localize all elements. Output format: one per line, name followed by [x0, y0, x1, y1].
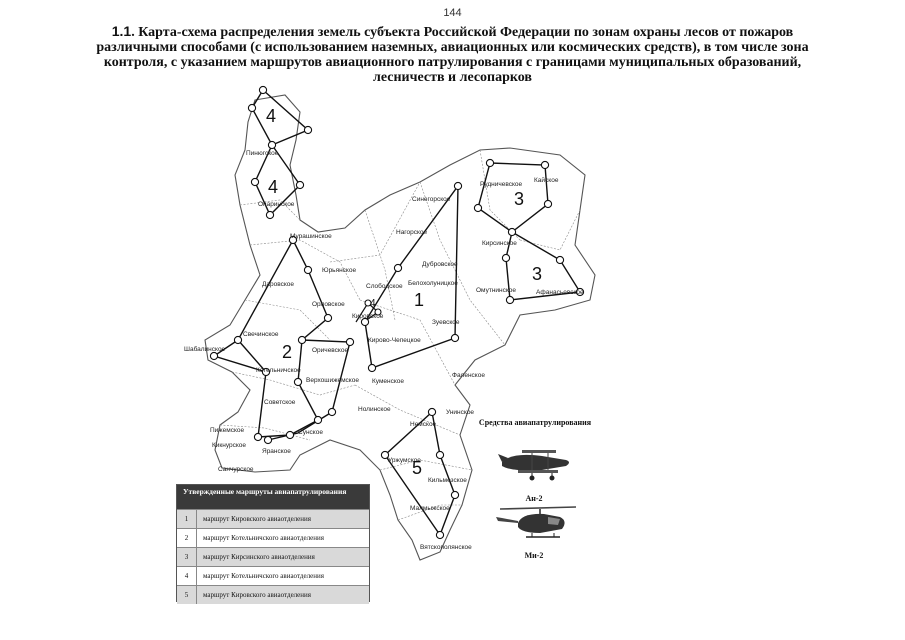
legend-header: Утвержденные маршруты авиапатрулирования — [177, 485, 369, 509]
page-number: 144 — [443, 7, 462, 19]
label-shabalin: Шабалинское — [184, 346, 226, 353]
mi2-label: Ми-2 — [524, 551, 544, 560]
label-suna: Сунское — [298, 429, 323, 436]
label-falen: Фаленское — [452, 372, 485, 379]
route-2 — [238, 240, 328, 437]
label-pizhem: Пижемское — [210, 427, 245, 434]
label-nolin: Нолинское — [358, 406, 391, 413]
legend-row-number: 5 — [177, 586, 197, 604]
label-slobod: Слободское — [366, 283, 403, 290]
label-kikn: Кикнурское — [212, 442, 247, 449]
label-zuev: Зуевское — [432, 319, 460, 326]
legend-row-number: 2 — [177, 529, 197, 547]
label-sinegor: Синегорское — [412, 196, 451, 203]
zone-number-2: 2 — [282, 342, 293, 362]
label-vyatpol: Вятскополянское — [420, 544, 472, 551]
legend-row-text: маршрут Кировского авиаотделения — [203, 515, 311, 523]
legend-row — [177, 528, 369, 547]
label-kilmez: Кильмезское — [428, 477, 467, 484]
label-yuryan: Юрьянское — [322, 267, 357, 274]
zone-number-4-kirov: 4 — [370, 298, 376, 309]
label-afan: Афанасьевское — [536, 289, 584, 296]
label-kay: Кайское — [534, 177, 559, 184]
label-oparin: Опаринское — [258, 201, 295, 208]
legend-row-text: маршрут Кирсинского авиаотделения — [203, 553, 315, 561]
label-orich: Оричевское — [312, 347, 349, 354]
label-dubrov: Дубровское — [422, 261, 458, 268]
label-kirov: Кировское — [352, 313, 384, 320]
label-unin: Унинское — [446, 409, 475, 416]
legend-row — [177, 585, 369, 604]
label-svechin: Свечинское — [243, 331, 279, 338]
zone-number-4-south: 4 — [268, 177, 279, 197]
an2-label: Ан-2 — [525, 494, 543, 503]
label-yaran: Яранское — [262, 448, 291, 455]
legend-row-text: маршрут Котельничского авиаотделения — [203, 572, 324, 580]
label-pinyug: Пинюгское — [246, 150, 279, 157]
label-daro: Даровское — [262, 281, 295, 288]
label-nagor: Нагорское — [396, 229, 428, 236]
aircraft-title: Средства авиапатрулирования — [478, 418, 592, 427]
legend-row-number: 3 — [177, 548, 197, 566]
label-kirs: Кирсинское — [482, 240, 517, 247]
label-murash: Мурашинское — [290, 233, 332, 240]
legend-row — [177, 547, 369, 566]
label-sanch: Санчурское — [218, 466, 254, 473]
label-malmyzh: Малмыжское — [410, 505, 450, 512]
label-kumen: Куменское — [372, 378, 405, 385]
zone-number-3-north: 3 — [514, 189, 525, 209]
zone-number-5: 5 — [412, 458, 423, 478]
label-verkhosh: Верхошижемское — [306, 377, 359, 384]
zone-number-3-south: 3 — [532, 264, 543, 284]
legend-row — [177, 509, 369, 528]
label-kirovo-chep: Кирово-Чепецкое — [368, 337, 421, 344]
title-number: 1.1 — [111, 23, 132, 39]
label-belokh: Белохолуницкое — [408, 280, 458, 287]
route-3-north — [478, 163, 548, 232]
legend-rows — [177, 509, 369, 604]
route-legend — [176, 484, 370, 602]
title-text: . Карта-схема распределения земель субъекта Российской Федерации по зонам охраны лесов от пожаров различными способами (с использованием наземных, авиационных или космических средств), в том числе зона контроля, с указанием маршрутов авиационного патрулирования с границами муниципальных образований, лесничеств и лесопарков — [96, 25, 809, 85]
label-nema: Немское — [410, 421, 437, 428]
label-rudnich: Рудничевское — [480, 181, 523, 188]
label-sovet: Советское — [264, 399, 296, 406]
zone-number-1: 1 — [414, 290, 425, 310]
label-orlov: Орловское — [312, 301, 345, 308]
legend-row-number: 4 — [177, 567, 197, 585]
label-urzhum: Уржумское — [388, 457, 421, 464]
legend-row — [177, 566, 369, 585]
legend-row-text: маршрут Котельничского авиаотделения — [203, 534, 324, 542]
label-kotel: Котельничское — [256, 367, 301, 374]
legend-row-number: 1 — [177, 510, 197, 528]
legend-row-text: маршрут Кировского авиаотделения — [203, 591, 311, 599]
label-omut: Омутнинское — [476, 287, 517, 294]
zone-number-4-north: 4 — [266, 106, 277, 126]
mi2-helicopter-icon — [496, 507, 576, 537]
an2-airplane-icon — [498, 450, 569, 481]
